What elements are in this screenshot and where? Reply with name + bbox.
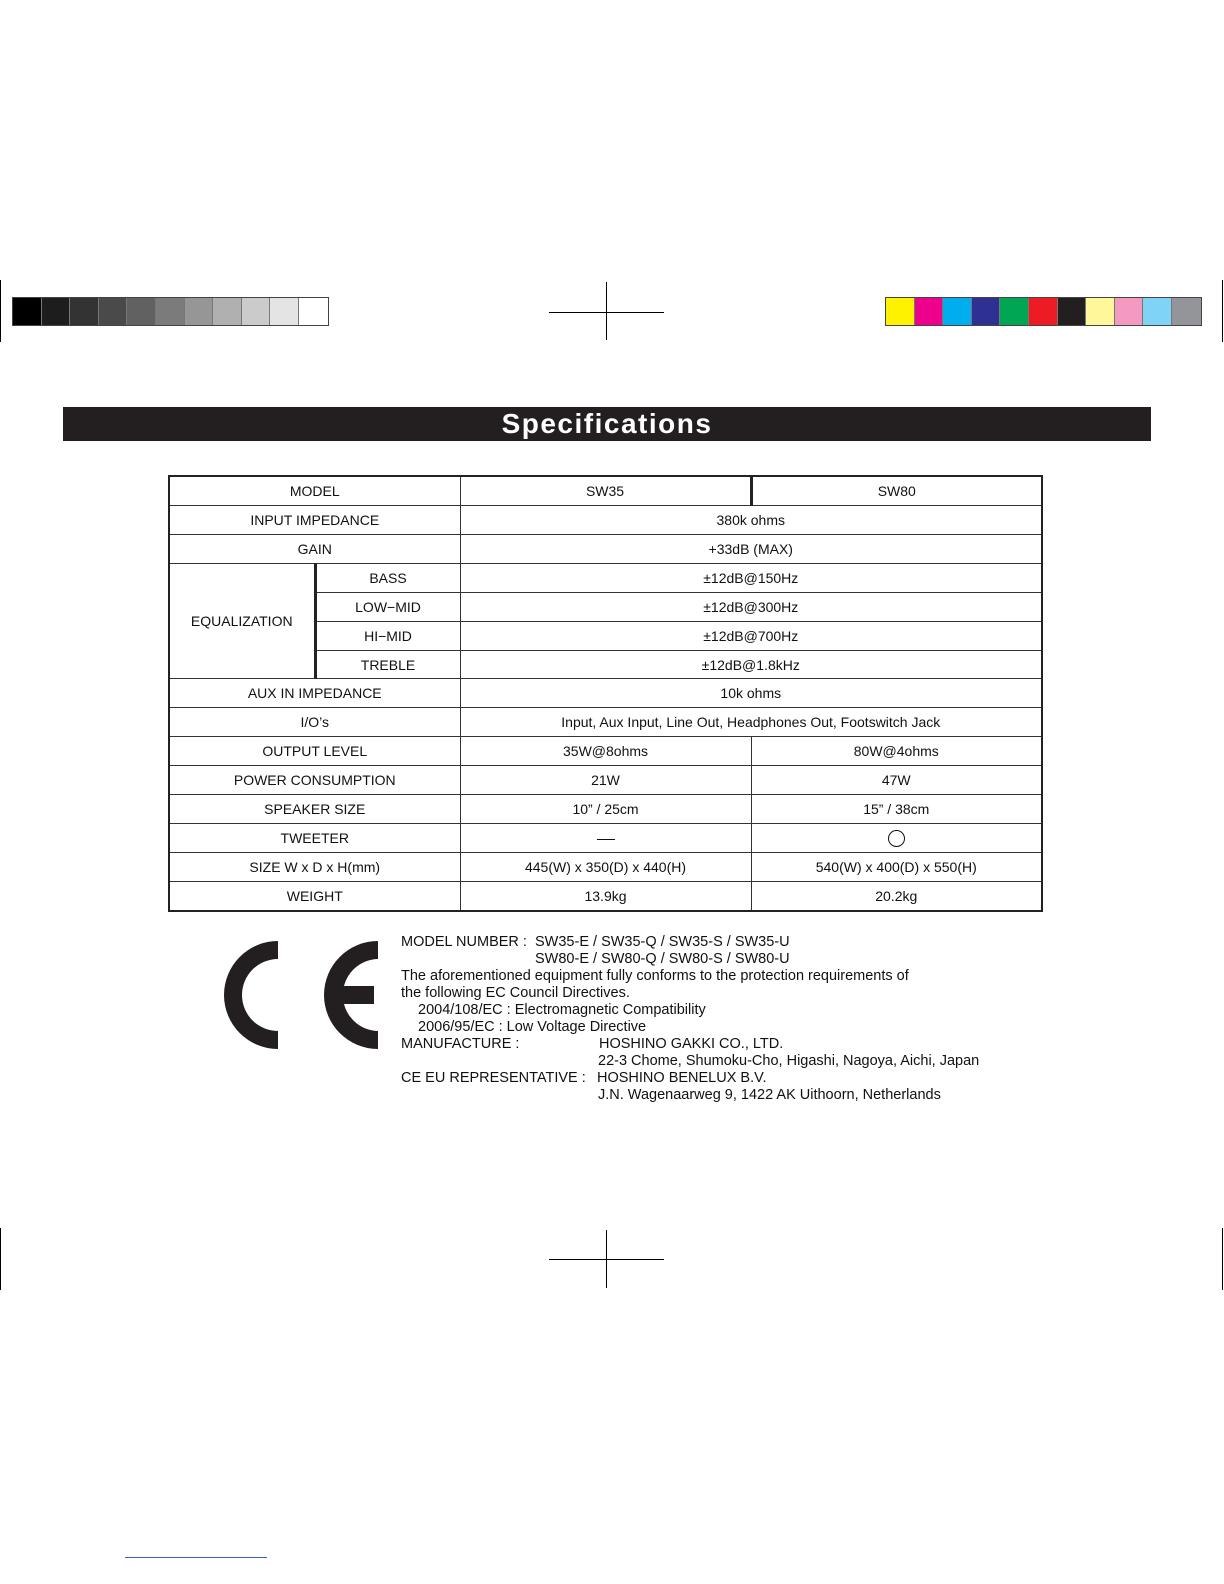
directive-line-2: 2006/95/EC : Low Voltage Directive [418, 1019, 647, 1035]
representative-name: HOSHINO BENELUX B.V. [597, 1070, 767, 1086]
ce-c-shape [224, 941, 278, 1049]
row-value-a: 13.9kg [460, 881, 751, 911]
color-swatch [915, 298, 944, 325]
tweeter-value-a [460, 824, 751, 853]
eq-band: HI−MID [315, 621, 460, 650]
row-value-b: 15” / 38cm [751, 795, 1042, 824]
table-row [169, 563, 1042, 592]
conformity-line-2: the following EC Council Directives. [401, 985, 630, 1001]
table-row [169, 708, 1042, 737]
color-swatch [1172, 298, 1201, 325]
table-row [169, 476, 1042, 505]
aux-impedance-label: AUX IN IMPEDANCE [169, 679, 460, 708]
gain-label: GAIN [169, 534, 460, 563]
eq-value: ±12dB@300Hz [460, 592, 1042, 621]
manufacture-label: MANUFACTURE : [401, 1036, 520, 1052]
directive-line-1: 2004/108/EC : Electromagnetic Compatibility [418, 1002, 706, 1018]
row-value-b: 540(W) x 400(D) x 550(H) [751, 853, 1042, 882]
crop-mark-left-top [0, 280, 1, 342]
page-title: Specifications [63, 407, 1151, 441]
specifications-table [168, 475, 1043, 912]
representative-label: CE EU REPRESENTATIVE : [401, 1070, 586, 1086]
table-row [169, 766, 1042, 795]
row-value-a: 35W@8ohms [460, 737, 751, 766]
circle-icon [888, 830, 905, 847]
eq-band: LOW−MID [315, 592, 460, 621]
dash-icon [597, 839, 615, 841]
gray-swatch [127, 298, 156, 325]
row-value-b: 20.2kg [751, 881, 1042, 911]
manufacture-name: HOSHINO GAKKI CO., LTD. [599, 1036, 784, 1052]
io-label: I/O’s [169, 708, 460, 737]
eq-value: ±12dB@700Hz [460, 621, 1042, 650]
model-number-label: MODEL NUMBER : [401, 934, 527, 950]
model-a: SW35 [460, 476, 751, 505]
row-label: OUTPUT LEVEL [169, 737, 460, 766]
eq-band: BASS [315, 563, 460, 592]
gray-swatch [270, 298, 299, 325]
row-value-a: 445(W) x 350(D) x 440(H) [460, 853, 751, 882]
gray-swatch [185, 298, 214, 325]
equalization-label: EQUALIZATION [169, 563, 315, 679]
row-value-b: 47W [751, 766, 1042, 795]
grayscale-calibration-bar [12, 297, 329, 326]
eq-value: ±12dB@150Hz [460, 563, 1042, 592]
ce-mark-icon [214, 935, 380, 1055]
gray-swatch [299, 298, 328, 325]
registration-mark-top-v [606, 282, 607, 340]
gray-swatch [13, 298, 42, 325]
model-label: MODEL [169, 476, 460, 505]
table-row [169, 881, 1042, 911]
color-swatch [1143, 298, 1172, 325]
tweeter-label: TWEETER [169, 824, 460, 853]
aux-impedance-value: 10k ohms [460, 679, 1042, 708]
gray-swatch [242, 298, 271, 325]
table-row [169, 505, 1042, 534]
manufacture-address: 22-3 Chome, Shumoku-Cho, Higashi, Nagoya, Aichi, Japan [598, 1053, 980, 1069]
model-numbers-line-1: SW35-E / SW35-Q / SW35-S / SW35-U [535, 934, 790, 950]
color-calibration-bar [885, 297, 1202, 326]
table-row [169, 737, 1042, 766]
crop-mark-right-bottom [1222, 1228, 1223, 1290]
row-label: POWER CONSUMPTION [169, 766, 460, 795]
color-swatch [943, 298, 972, 325]
eq-value: ±12dB@1.8kHz [460, 650, 1042, 679]
ce-e-shape [324, 941, 378, 1049]
input-impedance-label: INPUT IMPEDANCE [169, 505, 460, 534]
row-value-a: 10” / 25cm [460, 795, 751, 824]
gain-value: +33dB (MAX) [460, 534, 1042, 563]
table-row [169, 853, 1042, 882]
input-impedance-value: 380k ohms [460, 505, 1042, 534]
color-swatch [886, 298, 915, 325]
representative-address: J.N. Wagenaarweg 9, 1422 AK Uithoorn, Netherlands [598, 1087, 941, 1103]
conformity-line-1: The aforementioned equipment fully conforms to the protection requirements of [401, 968, 909, 984]
color-swatch [1029, 298, 1058, 325]
gray-swatch [99, 298, 128, 325]
table-row [169, 795, 1042, 824]
row-label: SIZE W x D x H(mm) [169, 853, 460, 882]
row-label: SPEAKER SIZE [169, 795, 460, 824]
model-b: SW80 [751, 476, 1042, 505]
footer-rule [125, 1557, 267, 1558]
crop-mark-right-top [1222, 280, 1223, 342]
row-value-a: 21W [460, 766, 751, 795]
color-swatch [1115, 298, 1144, 325]
color-swatch [1058, 298, 1087, 325]
color-swatch [1086, 298, 1115, 325]
io-value: Input, Aux Input, Line Out, Headphones Out, Footswitch Jack [460, 708, 1042, 737]
row-label: WEIGHT [169, 881, 460, 911]
tweeter-value-b [751, 824, 1042, 853]
table-row [169, 679, 1042, 708]
table-row [169, 534, 1042, 563]
table-row [169, 824, 1042, 853]
color-swatch [1000, 298, 1029, 325]
row-value-b: 80W@4ohms [751, 737, 1042, 766]
color-swatch [972, 298, 1001, 325]
registration-mark-bottom-v [606, 1230, 607, 1288]
gray-swatch [70, 298, 99, 325]
crop-mark-left-bottom [0, 1228, 1, 1290]
eq-band: TREBLE [315, 650, 460, 679]
gray-swatch [156, 298, 185, 325]
gray-swatch [213, 298, 242, 325]
model-numbers-line-2: SW80-E / SW80-Q / SW80-S / SW80-U [535, 951, 790, 967]
gray-swatch [42, 298, 71, 325]
